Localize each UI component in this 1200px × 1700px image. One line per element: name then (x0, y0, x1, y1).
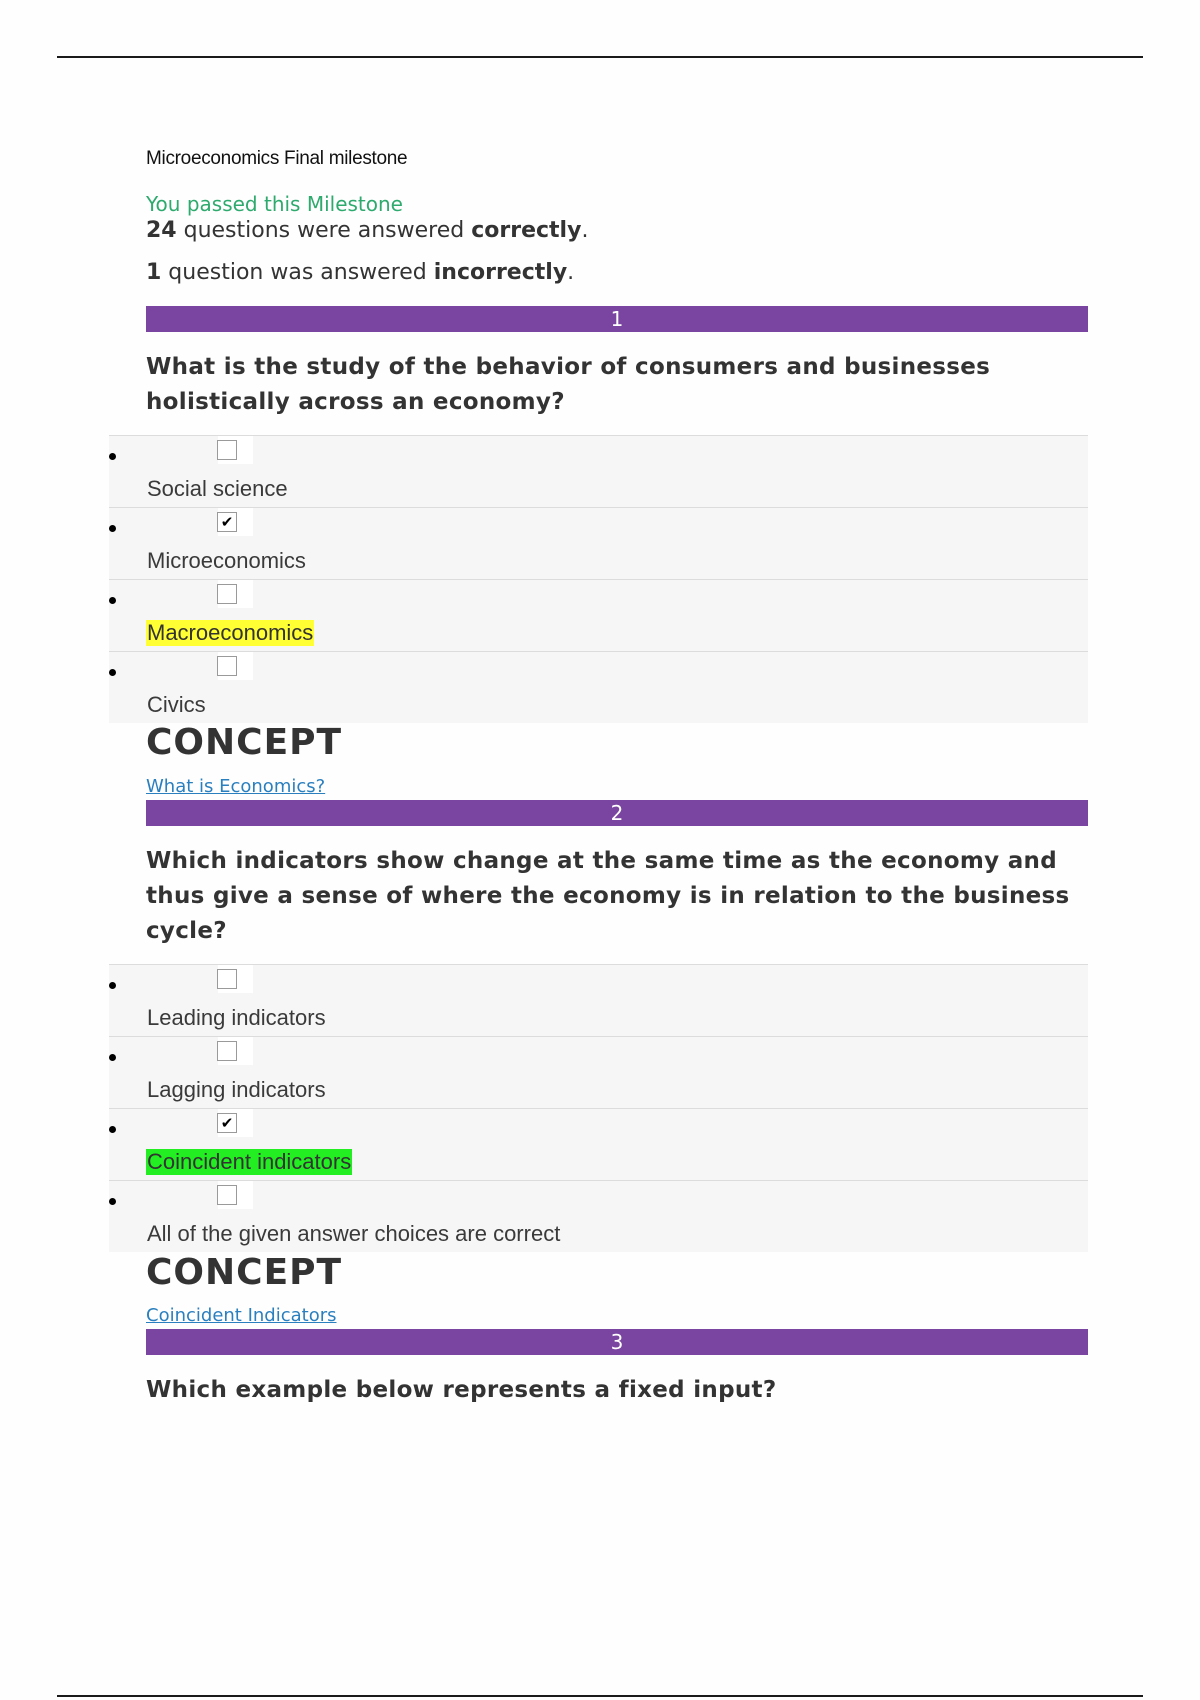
bullet-icon (109, 453, 116, 460)
concept-heading: CONCEPT (146, 722, 343, 763)
concept-link[interactable]: Coincident Indicators (146, 1305, 337, 1326)
top-rule (57, 56, 1143, 58)
answer-option (109, 1180, 1088, 1252)
answer-option (109, 1108, 1088, 1180)
question-text: What is the study of the behavior of consumers and businesses holistically across an economy? (146, 354, 991, 415)
answer-option (109, 964, 1088, 1036)
question-text: Which example below represents a fixed input? (146, 1377, 777, 1403)
checkmark-icon: ✔ (220, 1114, 234, 1132)
correct-count: 24 (146, 218, 177, 243)
incorrect-word: incorrectly (433, 260, 568, 285)
answer-option (109, 651, 1088, 723)
checkmark-icon: ✔ (220, 513, 234, 531)
checkbox[interactable] (217, 1041, 237, 1061)
checkbox[interactable] (217, 1185, 237, 1205)
bullet-icon (109, 1198, 116, 1205)
document-title: Microeconomics Final milestone (146, 148, 408, 169)
correct-word: correctly (471, 218, 582, 243)
incorrect-summary (146, 260, 574, 285)
answer-label: Leading indicators (147, 1005, 326, 1030)
answer-option (109, 507, 1088, 579)
answer-label: All of the given answer choices are correct (147, 1221, 561, 1246)
answer-options (109, 435, 1088, 723)
concept-link[interactable]: What is Economics? (146, 776, 326, 797)
bullet-icon (109, 1126, 116, 1133)
question-text: Which indicators show change at the same time as the economy and thus give a sense of where the economy is in relation to the business cycle? (146, 848, 1070, 944)
correct-summary (146, 218, 588, 243)
question-number-bar: 1 (146, 306, 1088, 332)
answer-option (109, 1036, 1088, 1108)
bullet-icon (109, 669, 116, 676)
concept-heading: CONCEPT (146, 1252, 343, 1293)
answer-option (109, 579, 1088, 651)
period: . (581, 218, 589, 243)
incorrect-text: question was answered (161, 260, 434, 285)
checkbox[interactable] (217, 440, 237, 460)
answer-label: Lagging indicators (147, 1077, 326, 1102)
answer-label: Civics (147, 692, 206, 717)
answer-option (109, 435, 1088, 507)
incorrect-count: 1 (146, 260, 162, 285)
answer-label: Social science (147, 476, 288, 501)
bottom-rule (57, 1695, 1143, 1697)
bullet-icon (109, 525, 116, 532)
answer-label: Microeconomics (147, 548, 306, 573)
checkbox[interactable] (217, 969, 237, 989)
bullet-icon (109, 982, 116, 989)
answer-options (109, 964, 1088, 1252)
question-number-bar: 3 (146, 1329, 1088, 1355)
checkbox[interactable] (217, 656, 237, 676)
answer-label-correct: Macroeconomics (147, 620, 314, 645)
checkbox[interactable] (217, 512, 237, 532)
correct-text: questions were answered (176, 218, 472, 243)
question-number-bar: 2 (146, 800, 1088, 826)
bullet-icon (109, 597, 116, 604)
bullet-icon (109, 1054, 116, 1061)
passed-message: You passed this Milestone (146, 192, 403, 216)
answer-label-correct: Coincident indicators (147, 1149, 352, 1174)
checkbox[interactable] (217, 1113, 237, 1133)
period: . (567, 260, 575, 285)
checkbox[interactable] (217, 584, 237, 604)
